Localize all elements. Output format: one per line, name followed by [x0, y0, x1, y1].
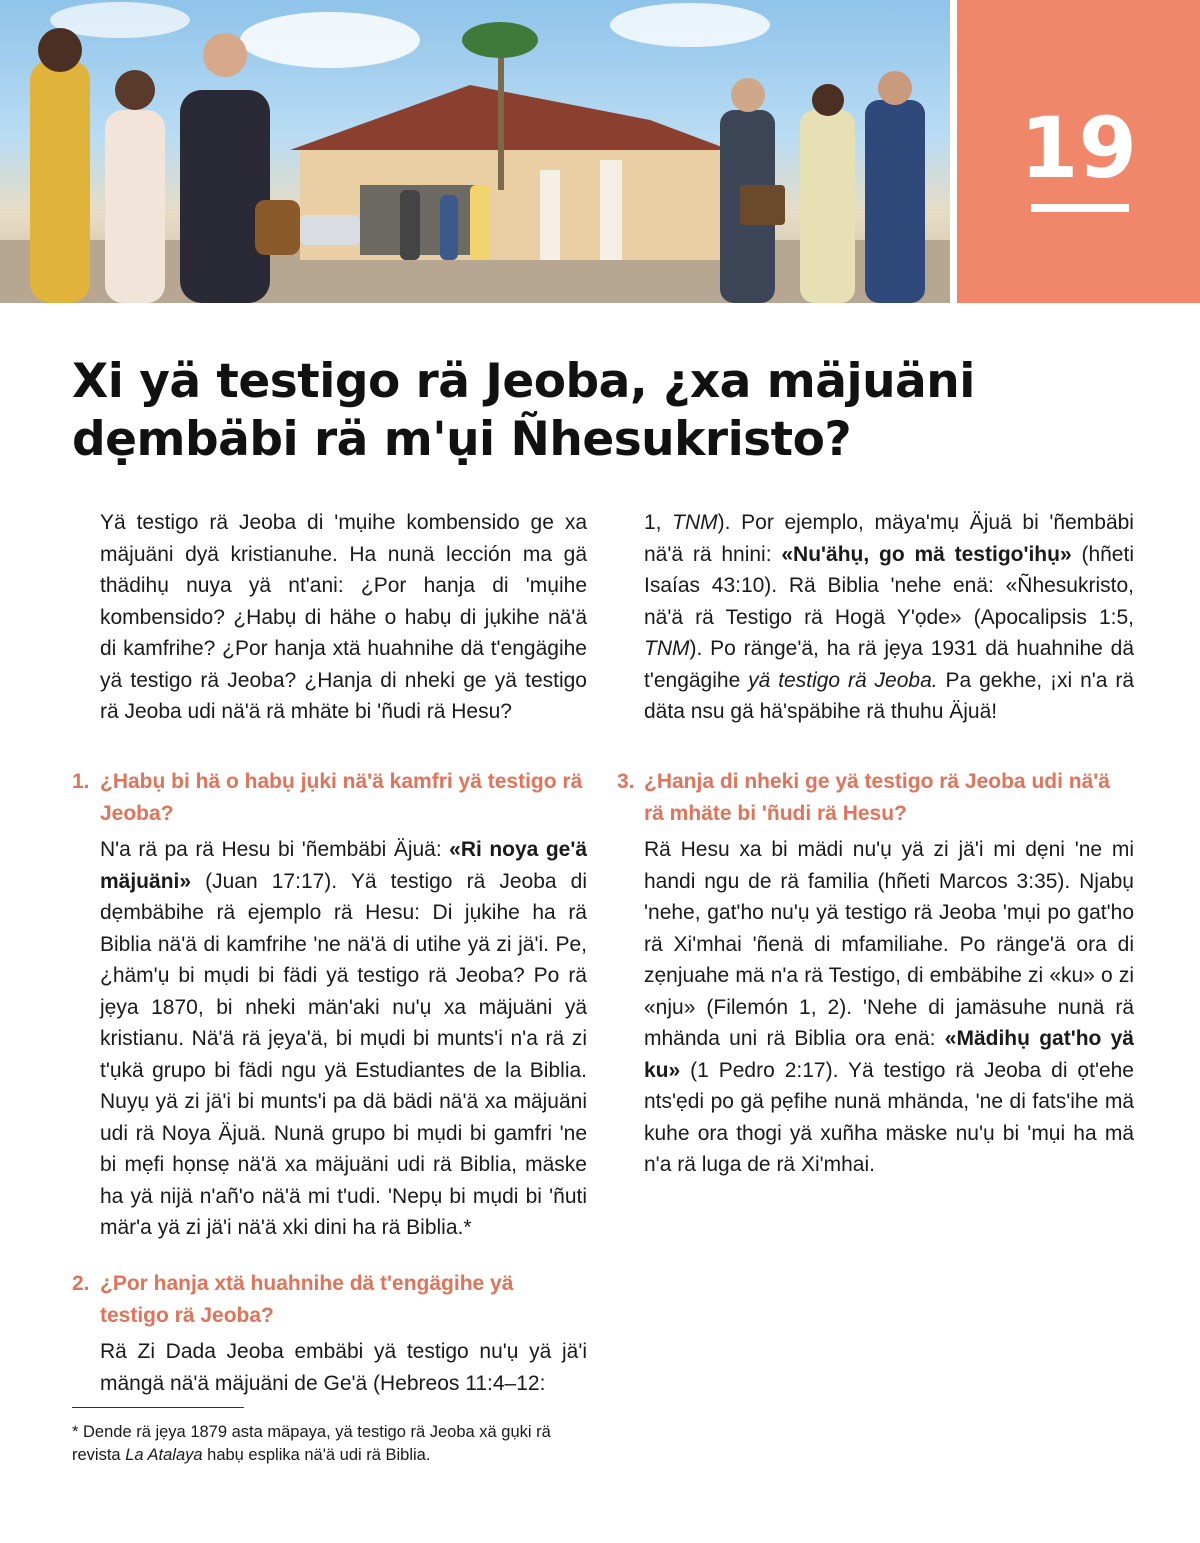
- answer-3-quote: «Mädihụ gat'ho yä ku»: [644, 1027, 1134, 1082]
- answer-2-paragraph-part1: Rä Zi Dada Jeoba embäbi yä testigo nu'ụ yä jä'i mängä nä'ä mäjuäni de Ge'ä (Hebreos 11:4–12:: [100, 1340, 587, 1395]
- lesson-number: 19: [1020, 99, 1137, 197]
- answer-2-paragraph-part2: 1, TNM). Por ejemplo, mäya'mụ Äjuä bi 'ñembäbi nä'ä rä hnini: «Nu'ähụ, go mä testigo'ihụ» (hñeti Isaías 43:10). Rä Biblia 'nehe enä: «Ñhesukristo, nä'ä rä Testigo rä Hogä Y'ọde» (Apocalipsis 1:5, TNM). Po ränge'ä, ha rä jẹya 1931 dä huahnihe dä t'engägihe yä testigo rä Jeoba. Pa gekhe, ¡xi n'a rä däta nsu gä hä'späbihe rä thuhu Äjuä!: [644, 511, 1134, 723]
- answer-1-text-b: (Juan 17:17). Yä testigo rä Jeoba di dẹmbäbihe rä ejemplo rä Hesu: Di jụkihe ha rä Biblia nä'ä di kamfrihe 'ne nä'ä di utihe yä zi jä'i. Pe, ¿häm'ụ bi mụdi bi fädi yä testigo rä Jeoba? Po rä jẹya 1870, bi nheki män'aki nu'ụ xa mäjuäni yä kristianu. Nä'ä rä jẹya'ä, bi mụdi bi munts'i n'a rä zi t'ụkä grupo bi fädi ngu yä Estudiantes de la Biblia. Nuyụ yä zi jä'i bi munts'i pa dä bädi nä'ä xa mäjuäni udi rä Noya Äjuä. Nunä grupo bi mụdi bi gamfri 'ne bi mẹfi họnsẹ nä'ä xa mäjuäni udi rä Biblia, mäske ha yä nijä n'añ'o nä'ä mi t'udi. 'Nepụ bi mụdi bi 'ñuti mär'a yä zi jä'i nä'ä xki dini ha rä Biblia.*: [100, 869, 587, 1239]
- header-photo: [0, 0, 950, 303]
- intro-paragraph: Yä testigo rä Jeoba di 'mụihe kombensido ge xa mäjuäni dyä kristianuhe. Ha nunä lección ma gä thädihụ nuya yä nt'ani: ¿Por hanja di 'mụihe kombensido? ¿Habụ di hähe o habụ di jụkihe nä'ä di kamfrihe? ¿Por hanja xtä huahnihe dä t'engägihe yä testigo rä Jeoba? ¿Hanja di nheki ge yä testigo rä Jeoba udi nä'ä rä mhäte bi 'ñudi rä Hesu?: [100, 511, 587, 723]
- answer-3-paragraph: [644, 834, 1134, 1181]
- answer-1-text-a: N'a rä pa rä Hesu bi 'ñembäbi Äjuä:: [100, 838, 450, 861]
- answer-2-text-e: Pa gekhe, ¡xi n'a rä däta nsu gä hä'späbihe rä thuhu Äjuä!: [644, 668, 1134, 723]
- answer-2-name-italic: yä testigo rä Jeoba.: [748, 668, 938, 692]
- answer-3-text-b: (1 Pedro 2:17). Yä testigo rä Jeoba di ọt'ehe nts'ẹdi po gä pẹfihe nunä mhända, 'ne di fats'ihe mä kuhe ora thogi yä xuñha mäske nu'ụ bi 'mụi ha mä n'a rä luga de rä Xi'mhai.: [644, 1058, 1134, 1176]
- question-2-number: 2.: [72, 1272, 90, 1295]
- answer-2-text-d: ). Po ränge'ä, ha rä jẹya 1931 dä huahnihe dä t'engägihe: [644, 637, 1134, 692]
- question-1-number: 1.: [72, 770, 90, 793]
- answer-2-tnm-2: TNM: [644, 637, 690, 660]
- question-2: [72, 1268, 587, 1331]
- lesson-number-underline: [1031, 204, 1129, 212]
- photo-illustration: [0, 0, 950, 303]
- question-3-number: 3.: [617, 770, 635, 793]
- question-3: [617, 766, 1134, 829]
- answer-2-quote: «Nu'ähụ, go mä testigo'ihụ»: [781, 542, 1072, 566]
- answer-3-text-a: Rä Hesu xa bi mädi nu'ụ yä zi jä'i mi dẹni 'ne mi handi ngu de rä familia (hñeti Marcos 3:35). Njabụ 'nehe, gat'ho nu'ụ yä testigo rä Jeoba 'mụi po gat'ho rä Xi'mhai 'ñenä di mfamiliahe. Po ränge'ä ora di zẹnjuahe mä n'a rä Testigo, di embäbihe zi «ku» o zi «nju» (Filemón 1, 2). 'Nehe di jamäsuhe nunä rä mhända uni rä Biblia ora enä:: [644, 838, 1134, 1050]
- answer-2-text-b: ). Por ejemplo, mäya'mụ Äjuä bi 'ñembäbi nä'ä rä hnini:: [644, 511, 1134, 566]
- question-3-text: ¿Hanja di nheki ge yä testigo rä Jeoba udi nä'ä rä mhäte bi 'ñudi rä Hesu?: [644, 770, 1110, 825]
- answer-1-paragraph: [100, 834, 587, 1244]
- answer-2-tnm-1: TNM: [672, 511, 718, 534]
- footnote-text-b: habụ esplika nä'ä udi rä Biblia.: [202, 1446, 431, 1464]
- footnote-divider: [72, 1407, 244, 1408]
- footnote: [72, 1421, 592, 1467]
- question-2-text: ¿Por hanja xtä huahnihe dä t'engägihe yä testigo rä Jeoba?: [100, 1272, 514, 1327]
- answer-1-quote: «Ri noya ge'ä mäjuäni»: [100, 838, 587, 893]
- answer-2-text-c: (hñeti Isaías 43:10). Rä Biblia 'nehe enä: «Ñhesukristo, nä'ä rä Testigo rä Hogä Y'ọde» (Apocalipsis 1:5,: [644, 542, 1134, 629]
- lesson-number-box: [957, 0, 1200, 303]
- footnote-italic: La Atalaya: [125, 1446, 203, 1464]
- question-1: [72, 766, 587, 829]
- question-1-text: ¿Habụ bi hä o habụ jụki nä'ä kamfri yä testigo rä Jeoba?: [100, 770, 583, 825]
- footnote-text-a: * Dende rä jẹya 1879 asta mäpaya, yä testigo rä Jeoba xä gụki rä revista: [72, 1423, 551, 1464]
- page-title: Xi yä testigo rä Jeoba, ¿xa mäjuäni dẹmbäbi rä m'ụi Ñhesukristo?: [72, 354, 975, 467]
